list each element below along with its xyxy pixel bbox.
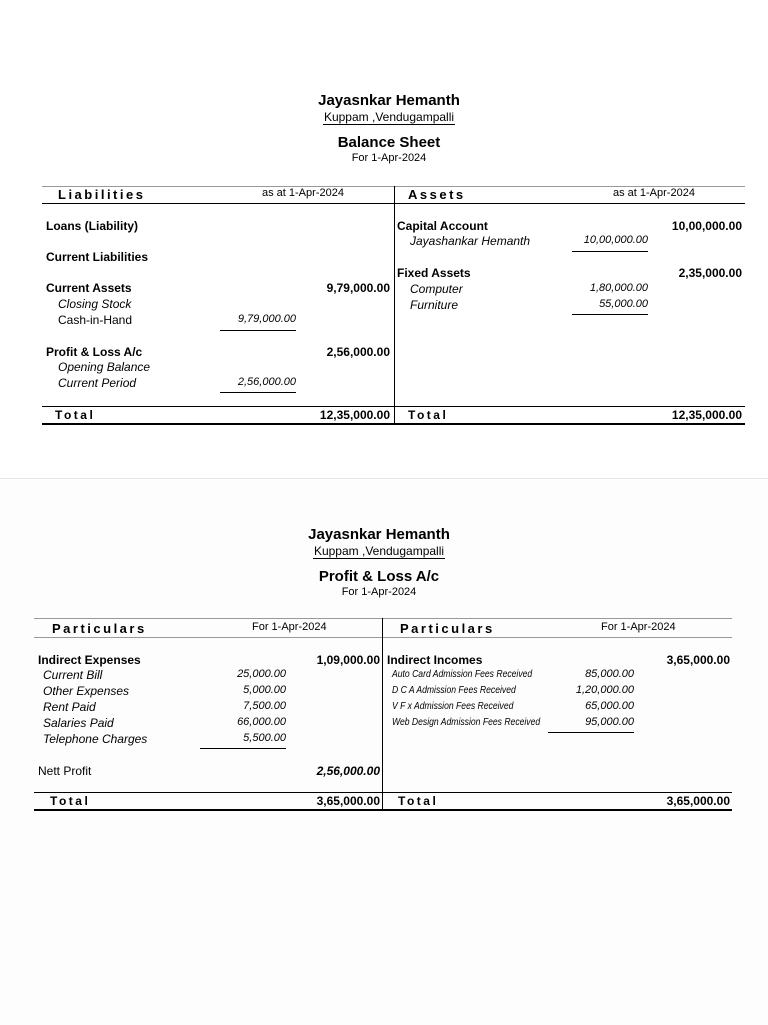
closing-stock-label: Closing Stock [58,297,132,311]
expense-item-amount: 25,000.00 [237,668,286,680]
profit-loss-subtotal-rule [220,392,296,393]
current-period-amount: 2,56,000.00 [237,376,296,388]
company-name: Jayasnkar Hemanth [318,92,460,109]
income-item-label: Auto Card Admission Fees Received [392,669,533,680]
expenses-total-label: Total [50,794,91,808]
capital-account-total: 10,00,000.00 [671,219,742,233]
profit-loss-label: Profit & Loss A/c [46,345,143,359]
assets-total-amount: 12,35,000.00 [671,408,742,422]
capital-holder-amount: 10,00,000.00 [583,234,648,246]
income-item-label: Web Design Admission Fees Received [392,717,541,728]
incomes-date: For 1-Apr-2024 [601,621,676,633]
expense-item-amount: 7,500.00 [243,700,286,712]
indirect-expenses-label: Indirect Expenses [38,653,141,667]
report-title: Balance Sheet [337,134,441,151]
expense-item-label: Other Expenses [43,684,130,698]
opening-balance-label: Opening Balance [58,360,151,374]
capital-account-label: Capital Account [397,219,488,233]
report-title: Profit & Loss A/c [318,568,440,585]
nett-profit-label: Nett Profit [38,764,92,778]
liabilities-header: Liabilities [58,187,146,202]
header-top-rule [34,618,732,619]
expenses-header: Particulars [52,621,147,636]
address-text: Kuppam ,Vendugampalli [323,110,455,124]
income-item-amount: 1,20,000.00 [575,684,634,696]
loans-label: Loans (Liability) [46,219,139,233]
expense-item-label: Telephone Charges [43,732,148,746]
nett-profit-amount: 2,56,000.00 [316,764,380,778]
address-text: Kuppam ,Vendugampalli [313,544,445,558]
second-page-background [0,478,768,1025]
total-bottom-rule [42,423,745,425]
assets-total-label: Total [408,408,449,422]
indirect-expenses-total: 1,09,000.00 [316,653,380,667]
incomes-header: Particulars [400,621,495,636]
expense-item-amount: 5,500.00 [243,732,286,744]
header-bottom-rule [34,637,732,638]
company-address [234,110,544,124]
expenses-subtotal-rule [200,748,286,749]
total-top-rule [34,792,732,793]
cash-in-hand-label: Cash-in-Hand [58,313,133,327]
income-item-amount: 65,000.00 [585,700,634,712]
expenses-date: For 1-Apr-2024 [252,621,327,633]
center-divider [394,186,395,424]
furniture-amount: 55,000.00 [599,298,648,310]
capital-subtotal-rule [572,251,648,252]
expense-item-label: Rent Paid [43,700,96,714]
indirect-incomes-total: 3,65,000.00 [666,653,730,667]
center-divider [382,618,383,810]
incomes-total-amount: 3,65,000.00 [666,794,730,808]
income-item-label: D C A Admission Fees Received [392,685,516,696]
computer-label: Computer [410,282,463,296]
fixed-assets-subtotal-rule [572,314,648,315]
incomes-total-label: Total [398,794,439,808]
total-bottom-rule [34,809,732,811]
fixed-assets-label: Fixed Assets [397,266,471,280]
current-period-label: Current Period [58,376,137,390]
indirect-incomes-label: Indirect Incomes [387,653,483,667]
report-period: For 1-Apr-2024 [351,152,427,164]
expenses-total-amount: 3,65,000.00 [316,794,380,808]
current-assets-label: Current Assets [46,281,132,295]
fixed-assets-total: 2,35,000.00 [678,266,742,280]
expense-item-label: Salaries Paid [43,716,114,730]
income-item-label: V F x Admission Fees Received [392,701,514,712]
company-address [224,544,534,558]
liabilities-date: as at 1-Apr-2024 [262,187,344,199]
capital-holder-label: Jayashankar Hemanth [410,234,531,248]
profit-loss-total: 2,56,000.00 [326,345,390,359]
computer-amount: 1,80,000.00 [589,282,648,294]
cash-in-hand-amount: 9,79,000.00 [237,313,296,325]
assets-header: Assets [408,187,466,202]
liabilities-total-amount: 12,35,000.00 [319,408,390,422]
company-name: Jayasnkar Hemanth [308,526,450,543]
incomes-subtotal-rule [548,732,634,733]
expense-item-amount: 5,000.00 [243,684,286,696]
liabilities-total-label: Total [55,408,96,422]
income-item-amount: 95,000.00 [585,716,634,728]
furniture-label: Furniture [410,298,459,312]
expense-item-label: Current Bill [43,668,103,682]
income-item-amount: 85,000.00 [585,668,634,680]
current-assets-subtotal-rule [220,330,296,331]
assets-date: as at 1-Apr-2024 [613,187,695,199]
report-period: For 1-Apr-2024 [341,586,417,598]
current-liabilities-label: Current Liabilities [46,250,149,264]
expense-item-amount: 66,000.00 [237,716,286,728]
current-assets-total: 9,79,000.00 [326,281,390,295]
total-top-rule [42,406,745,407]
